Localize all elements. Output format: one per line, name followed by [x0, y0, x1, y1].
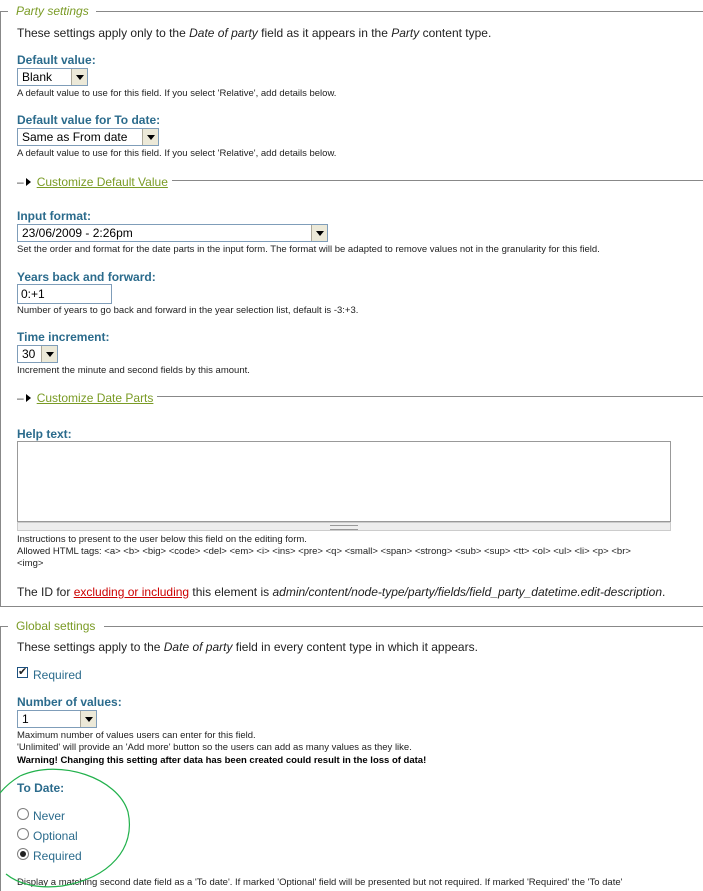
years-label: Years back and forward:	[17, 270, 156, 284]
years-input[interactable]: 0:+1	[17, 284, 112, 304]
number-of-values-description: Maximum number of values users can enter for this field.	[17, 730, 256, 741]
intro-suffix: content type.	[419, 26, 492, 40]
dropdown-arrow-icon[interactable]	[142, 129, 158, 145]
id-suffix: .	[662, 585, 666, 599]
fieldset-border-left	[0, 11, 1, 606]
customize-parts-link[interactable]: Customize Date Parts	[36, 391, 154, 405]
intro-mid: field as it appears in the	[257, 26, 392, 40]
input-format-label: Input format:	[17, 209, 91, 223]
help-text-description: Instructions to present to the user below this field on the editing form.	[17, 534, 307, 545]
to-date-description: Display a matching second date field as a 'To date'. If marked 'Optional' field will be presented but not required. If marked 'Required' the 'To date'	[17, 877, 623, 888]
id-prefix: The ID for	[17, 585, 74, 599]
collapse-dash: –	[17, 391, 24, 405]
default-value-label: Default value:	[17, 53, 96, 67]
id-mid: this element is	[189, 585, 273, 599]
intro-prefix: These settings apply only to the	[17, 26, 190, 40]
customize-default-link[interactable]: Customize Default Value	[36, 175, 168, 189]
time-increment-description: Increment the minute and second fields by this amount.	[17, 365, 250, 376]
global-settings-legend: Global settings	[16, 619, 96, 633]
time-increment-selected: 30	[22, 347, 36, 361]
number-of-values-selected: 1	[22, 712, 29, 726]
to-date-option-never[interactable]: Never	[33, 809, 66, 823]
default-value-to-description: A default value to use for this field. If you select 'Relative', add details below.	[17, 148, 337, 159]
time-increment-select[interactable]	[17, 345, 58, 363]
fieldset-border-top-left	[0, 626, 8, 627]
fieldset-border-bottom	[0, 606, 703, 607]
customize-default-toggle[interactable]	[17, 173, 172, 191]
collapse-triangle-icon	[26, 394, 31, 402]
number-of-values-unlimited: 'Unlimited' will provide an 'Add more' button so the users can add as many values as they like.	[17, 742, 412, 753]
default-value-to-label: Default value for To date:	[17, 113, 161, 127]
input-format-selected: 23/06/2009 - 2:26pm	[22, 226, 133, 240]
number-of-values-warning: Warning! Changing this setting after data has been created could result in the loss of data!	[17, 755, 427, 766]
allowed-tags-line2: <img>	[17, 558, 44, 569]
party-settings-legend: Party settings	[16, 4, 89, 18]
required-checkbox[interactable]	[17, 667, 28, 678]
fieldset-border-top-left	[0, 11, 8, 12]
dropdown-arrow-icon[interactable]	[80, 711, 96, 727]
dropdown-arrow-icon[interactable]	[41, 346, 57, 362]
element-id-line	[17, 585, 665, 599]
intro-field: Date of party	[163, 640, 233, 654]
to-date-option-optional[interactable]: Optional	[33, 829, 78, 843]
years-description: Number of years to go back and forward in the year selection list, default is -3:+3.	[17, 305, 359, 316]
annotation-circle	[0, 760, 140, 891]
required-checkbox-label[interactable]: Required	[33, 668, 82, 682]
party-settings-intro	[17, 26, 491, 40]
number-of-values-label: Number of values:	[17, 695, 122, 709]
intro-field: Date of party	[189, 26, 258, 40]
checkbox-icon: ✔	[18, 666, 28, 678]
global-settings-intro	[17, 640, 478, 654]
default-value-to-selected: Same as From date	[22, 130, 128, 144]
fieldset-border-top-right	[96, 11, 703, 12]
intro-type: Party	[391, 26, 420, 40]
default-value-to-select[interactable]	[17, 128, 159, 146]
help-text-label: Help text:	[17, 427, 72, 441]
dropdown-arrow-icon[interactable]	[311, 225, 327, 241]
input-format-select[interactable]	[17, 224, 328, 242]
excluding-including-link[interactable]: excluding or including	[73, 585, 190, 599]
to-date-label: To Date:	[17, 781, 65, 795]
time-increment-label: Time increment:	[17, 330, 110, 344]
allowed-tags-line1: Allowed HTML tags: <a> <b> <big> <code> <del> <em> <i> <ins> <pre> <q> <small> <span> <strong> <sub> <sup> <tt> <ol> <ul> <li> <p> <br>	[17, 546, 631, 557]
default-value-description: A default value to use for this field. If you select 'Relative', add details below.	[17, 88, 337, 99]
collapse-dash: –	[17, 175, 24, 189]
help-text-textarea[interactable]	[17, 441, 671, 522]
dropdown-arrow-icon[interactable]	[71, 69, 87, 85]
default-value-select[interactable]	[17, 68, 88, 86]
number-of-values-select[interactable]	[17, 710, 97, 728]
to-date-option-required[interactable]: Required	[33, 849, 82, 863]
collapse-triangle-icon	[26, 178, 31, 186]
input-format-description: Set the order and format for the date parts in the input form. The format will be adapted to remove values not in the granularity for this field.	[17, 244, 600, 255]
default-value-selected: Blank	[22, 70, 53, 84]
resize-grip-icon[interactable]	[17, 522, 671, 531]
fieldset-border-top-right	[104, 626, 703, 627]
intro-suffix: field in every content type in which it appears.	[232, 640, 478, 654]
id-path: admin/content/node-type/party/fields/field_party_datetime.edit-description	[272, 585, 663, 599]
customize-parts-toggle[interactable]	[17, 389, 157, 407]
intro-prefix: These settings apply to the	[17, 640, 164, 654]
